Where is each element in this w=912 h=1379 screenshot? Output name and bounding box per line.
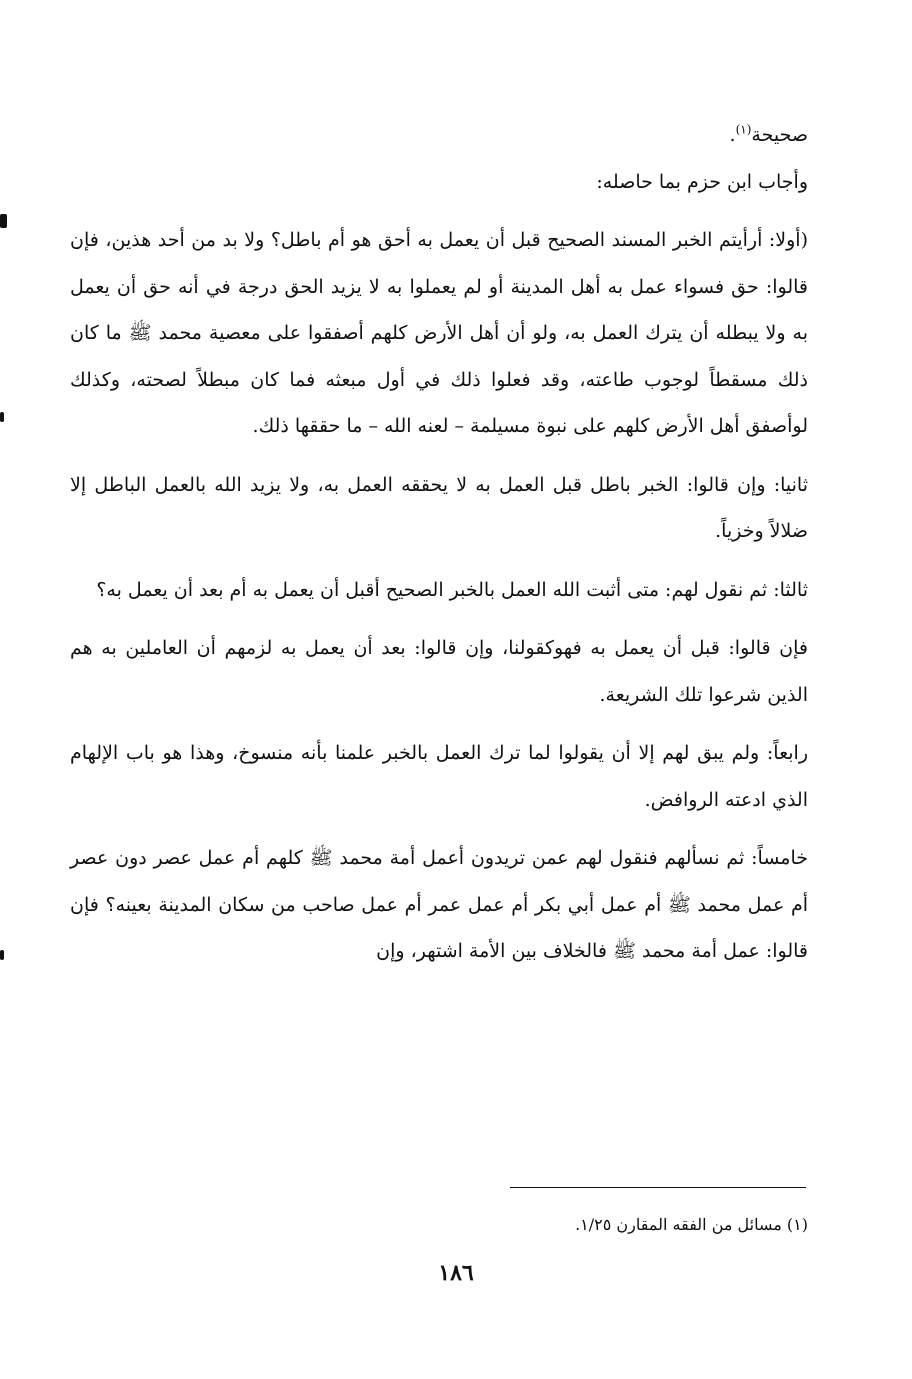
body-text [70,112,808,987]
scan-edge-mark [0,950,4,960]
paragraph-4: ثالثا: ثم نقول لهم: متى أثبت الله العمل بالخبر الصحيح أقبل أن يعمل به أم بعد أن يعمل به؟ [96,578,808,601]
footnote-reference[interactable]: (١) [735,122,752,137]
footnote: (١) مسائل من الفقه المقارن ١/٢٥. [575,1215,808,1234]
page-number: ١٨٦ [438,1260,474,1286]
scan-edge-mark [0,412,4,422]
scan-edge-mark [0,214,7,228]
paragraph-3: ثانيا: وإن قالوا: الخبر باطل قبل العمل به لا يحققه العمل به، ولا يزيد الله بالعمل الباطل إلا ضلالاً وخزياً. [70,473,808,542]
paragraph-0-text: صحيحة [751,124,808,146]
paragraph-6: رابعاً: ولم يبق لهم إلا أن يقولوا لما ترك العمل بالخبر علمنا بأنه منسوخ، وهذا هو باب الإلهام الذي ادعته الروافض. [70,742,808,811]
paragraph-7: خامساً: ثم نسألهم فنقول لهم عمن تريدون أعمل أمة محمد ﷺ كلهم أم عمل عصر دون عصر أم عمل محمد ﷺ أم عمل أبي بكر أم عمل عمر أم عمل صاحب من سكان المدينة بعينه؟ فإن قالوا: عمل أمة محمد ﷺ فالخلاف بين الأمة اشتهر، وإن [70,847,808,962]
paragraph-0 [70,112,808,159]
paragraph-2: (أولا: أرأيتم الخبر المسند الصحيح قبل أن يعمل به أحق هو أم باطل؟ ولا بد من أحد هذين، فإن قالوا: حق فسواء عمل به أهل المدينة أو لم يعملوا به لا يزيد الحق درجة في أنه حق أن يعمل به ولا يبطله أن يترك العمل به، ولو أن أهل الأرض كلهم أصفقوا على معصية محمد ﷺ ما كان ذلك مسقطاً لوجوب طاعته، وقد فعلوا ذلك في أول مبعثه فما كان مبطلاً لصحته، وكذلك لوأصفق أهل الأرض كلهم على نبوة مسيلمة – لعنه الله – ما حققها ذلك. [70,229,808,437]
footnote-separator [510,1187,806,1188]
paragraph-5: فإن قالوا: قبل أن يعمل به فهوكقولنا، وإن قالوا: بعد أن يعمل به لزمهم أن العاملين به هم الذين شرعوا تلك الشريعة. [70,637,808,706]
paragraph-0-end: . [729,124,736,146]
paragraph-1: وأجاب ابن حزم بما حاصله: [596,170,808,193]
